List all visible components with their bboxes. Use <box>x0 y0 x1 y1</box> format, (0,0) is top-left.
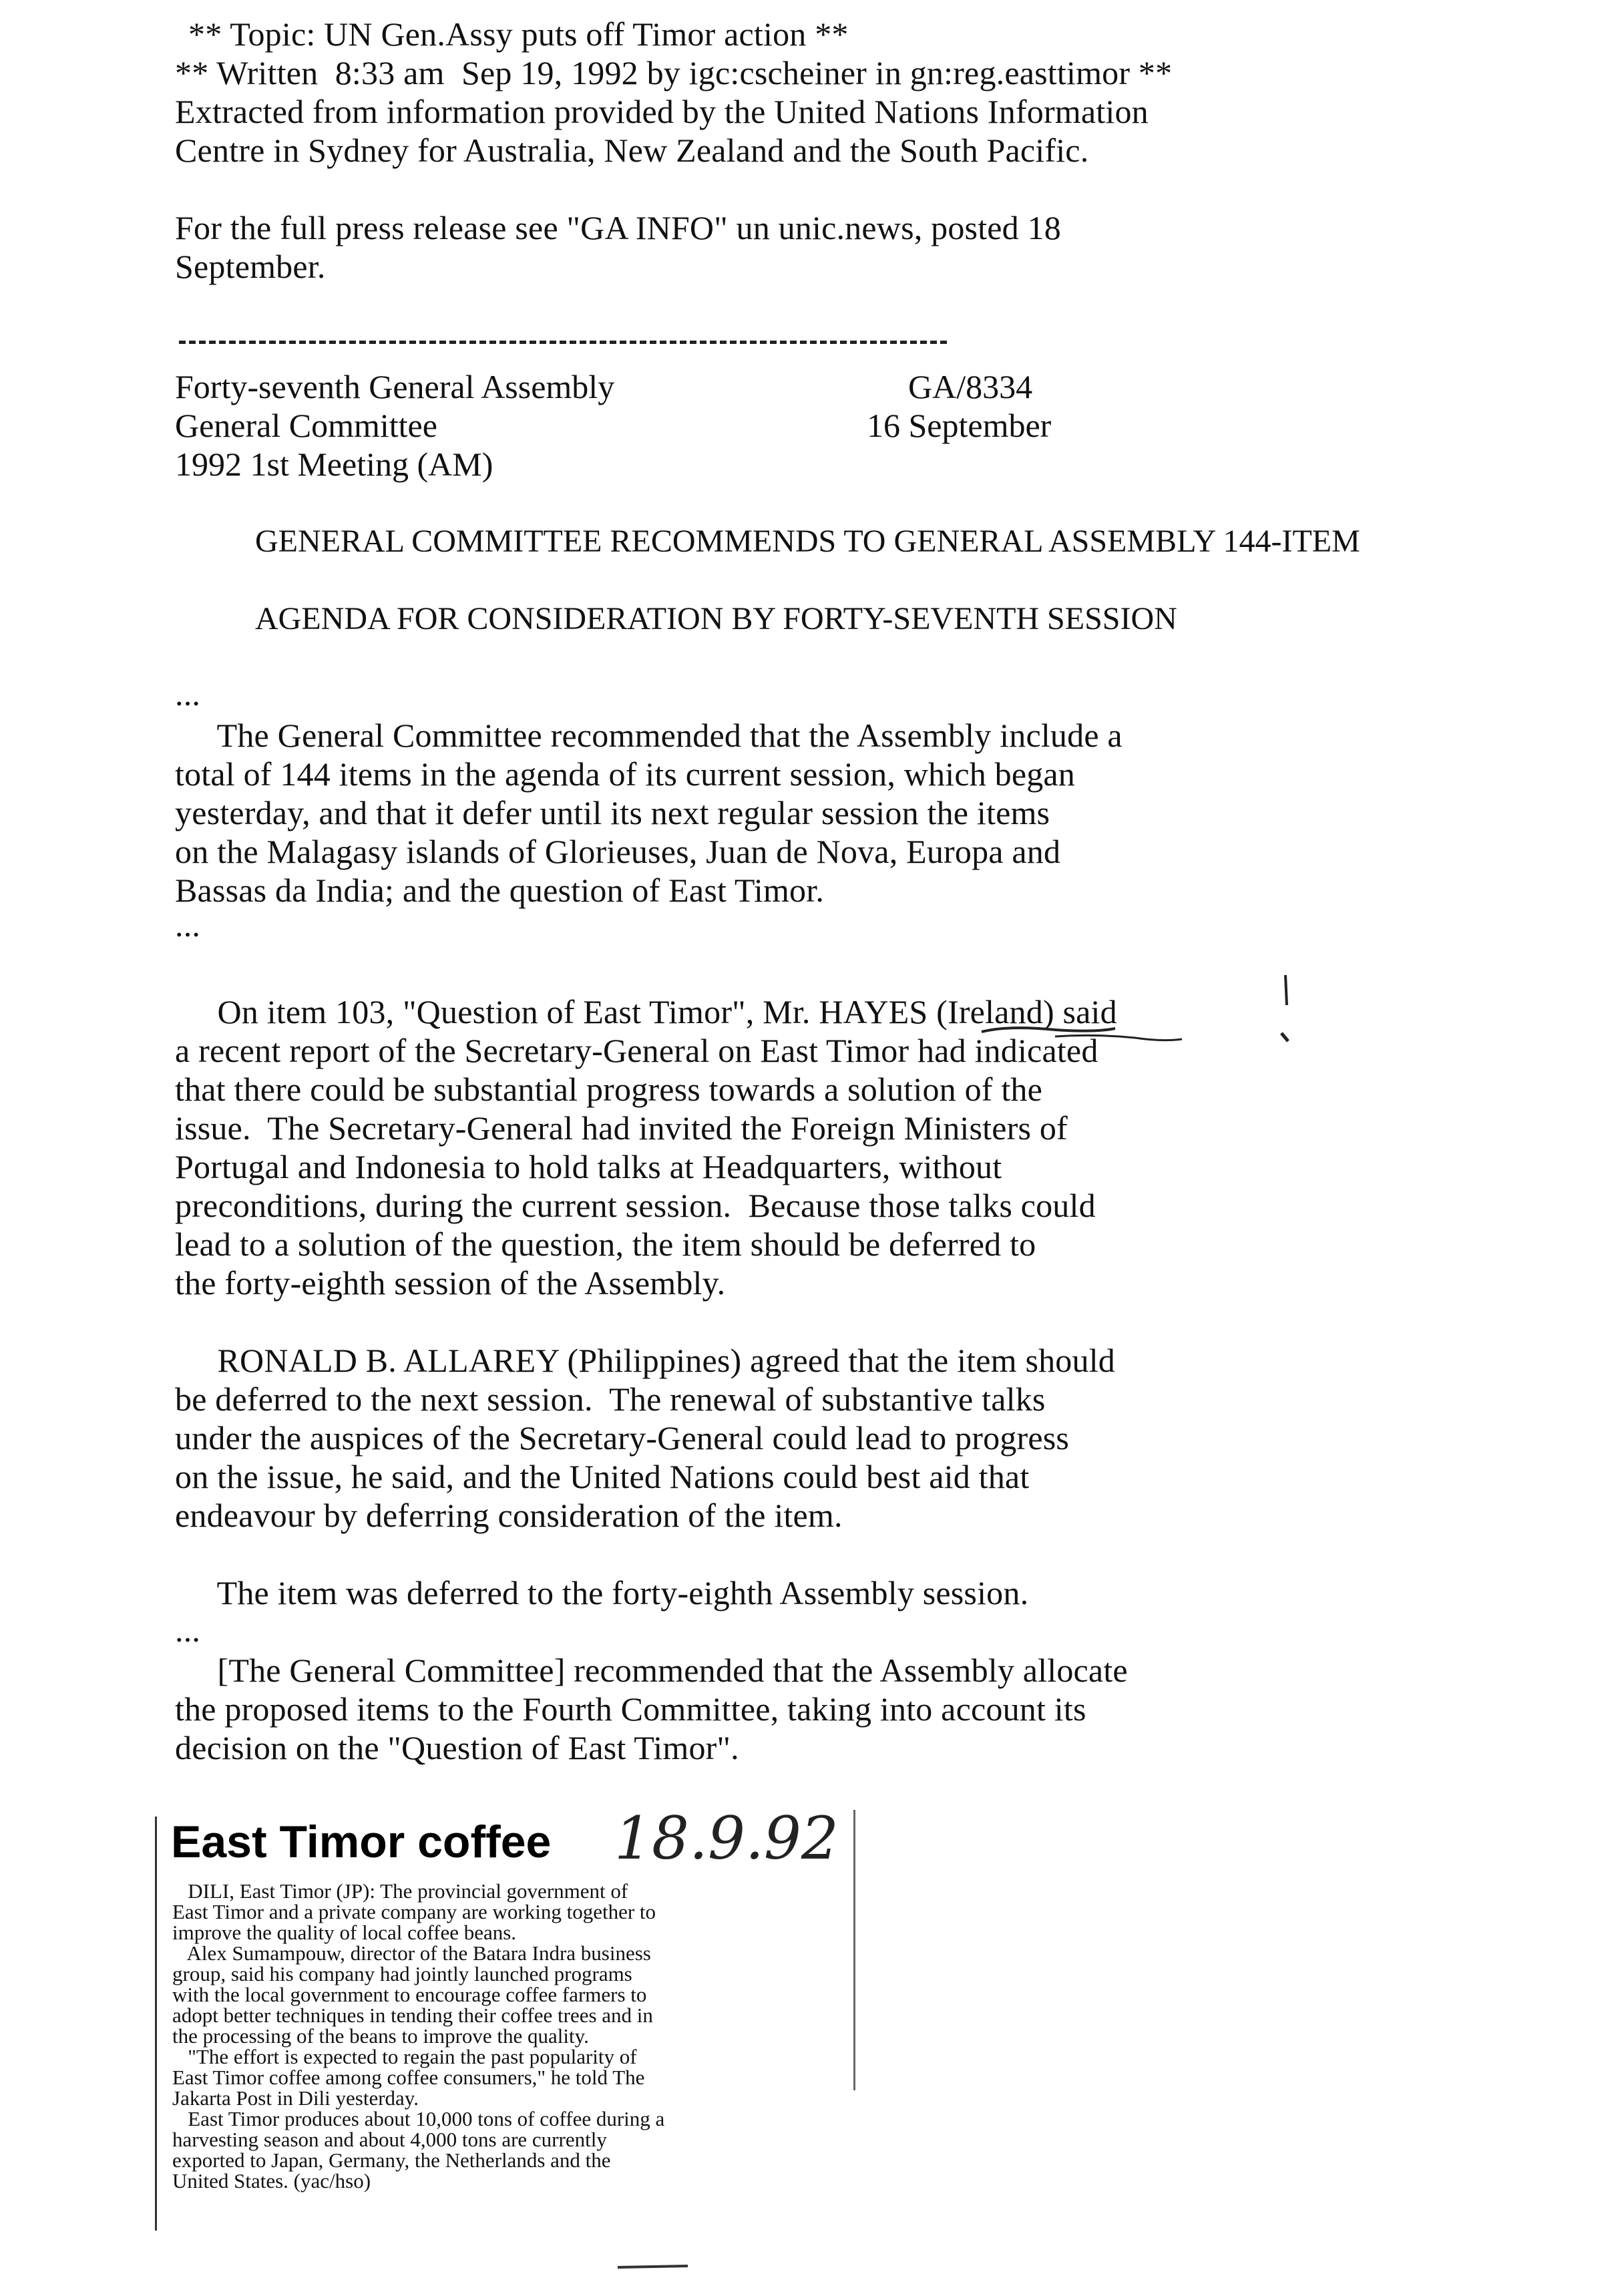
headline-line-2: AGENDA FOR CONSIDERATION BY FORTY-SEVENTH SESSION <box>255 601 1177 636</box>
clipping-line: Alex Sumampouw, director of the Batara Indra business <box>172 1941 651 1965</box>
header-left <box>175 367 614 484</box>
clipping-line: exported to Japan, Germany, the Netherlands and the <box>172 2148 611 2172</box>
para3-line: RONALD B. ALLAREY (Philippines) agreed that the item should <box>175 1342 1115 1379</box>
clipping-line: "The effort is expected to regain the past popularity of <box>172 2045 637 2068</box>
clipping-line: East Timor coffee among coffee consumers," he told The <box>172 2066 645 2089</box>
clipping-line: Jakarta Post in Dili yesterday. <box>172 2086 419 2110</box>
clipping-line: adopt better techniques in tending their coffee trees and in <box>172 2004 653 2027</box>
clipping-line: harvesting season and about 4,000 tons are currently <box>172 2128 607 2151</box>
release-line-2: September. <box>175 248 326 285</box>
clipping-line: East Timor produces about 10,000 tons of coffee during a <box>172 2107 665 2130</box>
para5-line: [The General Committee] recommended that the Assembly allocate <box>175 1652 1128 1689</box>
ellipsis-3: ... <box>175 1611 201 1649</box>
para3-line: endeavour by deferring consideration of the item. <box>175 1497 843 1534</box>
para3-line: under the auspices of the Secretary-General could lead to progress <box>175 1419 1070 1457</box>
para1-line: total of 144 items in the agenda of its current session, which began <box>175 755 1075 793</box>
clipping-line: improve the quality of local coffee beans. <box>172 1921 517 1944</box>
header-right <box>867 367 1052 445</box>
clipping-line: group, said his company had jointly launched programs <box>172 1962 632 1985</box>
clipping-line: the processing of the beans to improve the quality. <box>172 2024 589 2048</box>
clipping-line: East Timor and a private company are working together to <box>172 1900 656 1923</box>
handwritten-underline-mark <box>962 995 1229 1069</box>
clipping-line: with the local government to encourage coffee farmers to <box>172 1983 647 2006</box>
clipping-left-edge <box>155 1817 157 2231</box>
source-line-2: Centre in Sydney for Australia, New Zealand and the South Pacific. <box>175 132 1089 169</box>
para1-line: Bassas da India; and the question of East Timor. <box>175 872 825 909</box>
written-line: ** Written 8:33 am Sep 19, 1992 by igc:cscheiner in gn:reg.easttimor ** <box>175 54 1173 91</box>
para2-line: that there could be substantial progress towards a solution of the <box>175 1071 1043 1108</box>
headline-line-1: GENERAL COMMITTEE RECOMMENDS TO GENERAL ASSEMBLY 144-ITEM <box>255 524 1360 559</box>
para2-line: issue. The Secretary-General had invited the Foreign Ministers of <box>175 1109 1068 1147</box>
document-code: GA/8334 <box>908 368 1033 405</box>
handwritten-date: 18.9.92 <box>614 1804 839 1873</box>
para4-line: The item was deferred to the forty-eighth Assembly session. <box>175 1574 1029 1611</box>
bottom-scan-mark <box>614 2261 694 2274</box>
source-line-1: Extracted from information provided by the United Nations Information <box>175 93 1149 130</box>
meeting-name: 1992 1st Meeting (AM) <box>175 445 493 483</box>
para2-line: lead to a solution of the question, the item should be deferred to <box>175 1225 1036 1263</box>
para2-line: a recent report of the Secretary-General on East Timor had indicated <box>175 1032 1098 1069</box>
para5-line: the proposed items to the Fourth Committee, taking into account its <box>175 1690 1086 1728</box>
committee-name: General Committee <box>175 407 437 444</box>
clipping-right-edge <box>853 1810 855 2090</box>
clipping-line: United States. (yac/hso) <box>172 2169 371 2193</box>
para5-line: decision on the "Question of East Timor". <box>175 1729 739 1766</box>
para2-line: On item 103, "Question of East Timor", Mr. HAYES (Ireland) said <box>175 993 1117 1030</box>
para3-line: be deferred to the next session. The renewal of substantive talks <box>175 1380 1046 1418</box>
ellipsis-2: ... <box>175 906 201 944</box>
separator-line <box>179 341 947 344</box>
clipping-title: East Timor coffee <box>171 1817 552 1867</box>
para2-line: the forty-eighth session of the Assembly. <box>175 1264 726 1302</box>
para2-line: preconditions, during the current session. Because those talks could <box>175 1187 1096 1224</box>
ellipsis-1: ... <box>175 675 201 713</box>
para2-line: Portugal and Indonesia to hold talks at Headquarters, without <box>175 1148 1002 1185</box>
para1-line: yesterday, and that it defer until its next regular session the items <box>175 794 1050 831</box>
para1-line: The General Committee recommended that the Assembly include a <box>175 717 1123 754</box>
assembly-name: Forty-seventh General Assembly <box>175 368 615 405</box>
topic-line: ** Topic: UN Gen.Assy puts off Timor action ** <box>188 15 849 53</box>
document-date: 16 September <box>867 407 1052 444</box>
para1-line: on the Malagasy islands of Glorieuses, Juan de Nova, Europa and <box>175 833 1061 870</box>
margin-tick-mark <box>1272 972 1299 1059</box>
para3-line: on the issue, he said, and the United Nations could best aid that <box>175 1458 1030 1495</box>
clipping-line: DILI, East Timor (JP): The provincial government of <box>172 1879 628 1903</box>
release-line-1: For the full press release see "GA INFO" un unic.news, posted 18 <box>175 209 1061 246</box>
